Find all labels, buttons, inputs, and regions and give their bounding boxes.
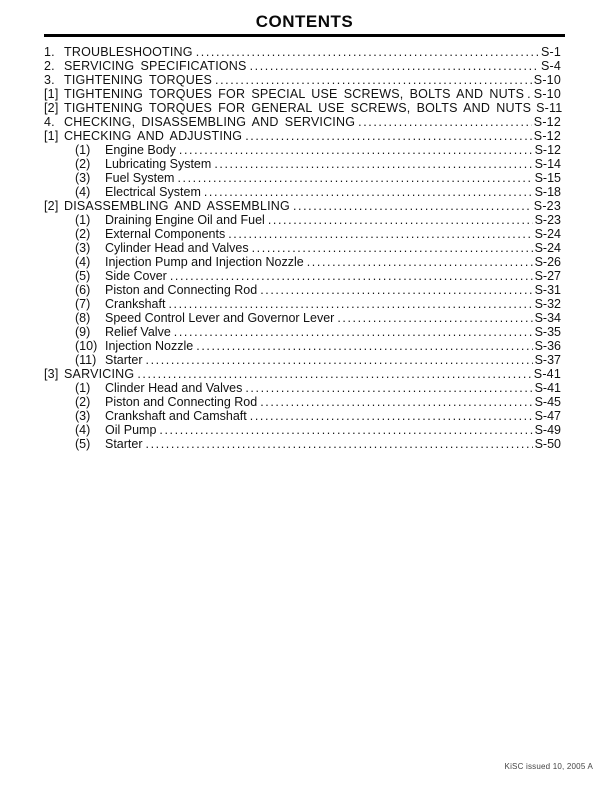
toc-entry-number: (7) [75,297,91,311]
toc-entry [44,339,561,353]
toc-entry-number: (1) [75,381,91,395]
toc-entry-label: Draining Engine Oil and Fuel [105,213,265,227]
toc-entry [44,381,561,395]
toc-entry-page: S-14 [534,157,561,171]
toc-entry [44,59,561,73]
toc-entry-label: TIGHTENING TORQUES FOR SPECIAL USE SCREWS, BOLTS AND NUTS [64,87,525,101]
toc-entry-label: Engine Body [105,143,176,157]
toc-entry-label: Piston and Connecting Rod [105,395,258,409]
toc-entry-label: Injection Pump and Injection Nozzle [105,255,304,269]
toc-entry-label: TIGHTENING TORQUES FOR GENERAL USE SCREWS, BOLTS AND NUTS [64,101,532,115]
toc-entry [44,213,561,227]
toc-entry-page: S-49 [534,423,561,437]
toc-entry-page: S-36 [534,339,561,353]
dot-leader [358,115,532,129]
toc-entry-label: Fuel System [105,171,175,185]
dot-leader [215,73,532,87]
toc-entry [44,437,561,451]
toc-entry [44,325,561,339]
toc-entry [44,297,561,311]
toc-entry-number: (3) [75,171,91,185]
toc-entry-label: CHECKING AND ADJUSTING [64,129,243,143]
toc-entry [44,353,561,367]
toc-entry-label: Speed Control Lever and Governor Lever [105,311,335,325]
toc-entry-label: Oil Pump [105,423,157,437]
toc-entry-page: S-12 [533,129,561,143]
toc-entry-number: (1) [75,143,91,157]
toc-entry [44,199,561,213]
toc-entry-page: S-23 [534,213,561,227]
toc-entry-label: Relief Valve [105,325,171,339]
toc-entry-page: S-50 [534,437,561,451]
dot-leader [260,283,532,297]
toc-entry-page: S-26 [534,255,561,269]
toc-entry-page: S-47 [534,409,561,423]
toc-entry [44,73,561,87]
dot-leader [245,381,532,395]
toc-entry-label: SERVICING SPECIFICATIONS [64,59,247,73]
toc-entry-label: Side Cover [105,269,167,283]
toc-entry [44,45,561,59]
toc-entry [44,395,561,409]
toc-entry-label: Lubricating System [105,157,212,171]
toc-entry-page: S-31 [534,283,561,297]
toc-entry-label: SARVICING [64,367,135,381]
toc-entry [44,171,561,185]
toc-entry-label: Electrical System [105,185,201,199]
toc-entry-page: S-41 [534,381,561,395]
toc-entry-page: S-10 [533,87,561,101]
toc-entry-number: 4. [44,115,55,129]
toc-entry-number: (5) [75,269,91,283]
dot-leader [177,171,532,185]
toc-entry-number: (2) [75,157,91,171]
toc-entry [44,185,561,199]
dot-leader [293,199,532,213]
toc-entry-page: S-10 [533,73,561,87]
toc-entry-page: S-15 [534,171,561,185]
toc-entry-number: (4) [75,255,91,269]
dot-leader [196,45,539,59]
toc-entry-number: (8) [75,311,91,325]
toc-entry-number: (9) [75,325,91,339]
toc-entry-number: 3. [44,73,55,87]
toc-entry-number: [3] [44,367,59,381]
toc-entry-label: Clinder Head and Valves [105,381,243,395]
toc-entry-page: S-35 [534,325,561,339]
toc-entry-number: (2) [75,227,91,241]
toc-entry-label: Starter [105,353,143,367]
toc-entry-number: [1] [44,87,59,101]
toc-entry-page: S-32 [534,297,561,311]
dot-leader [337,311,532,325]
toc-entry [44,227,561,241]
toc-entry-number: (4) [75,185,91,199]
toc-entry-label: DISASSEMBLING AND ASSEMBLING [64,199,290,213]
toc-entry-number: [1] [44,129,59,143]
dot-leader [146,437,533,451]
toc-entry [44,283,561,297]
toc-entry-page: S-23 [533,199,561,213]
dot-leader [250,409,533,423]
dot-leader [174,325,533,339]
toc-entry-page: S-34 [534,311,561,325]
toc-entry [44,311,561,325]
toc-entry-page: S-18 [534,185,561,199]
toc-entry [44,115,561,129]
toc-entry-label: Crankshaft and Camshaft [105,409,247,423]
toc-entry [44,255,561,269]
toc-entry-page: S-27 [534,269,561,283]
toc-entry-number: (4) [75,423,91,437]
toc-entry [44,129,561,143]
toc-entry-page: S-11 [536,101,563,115]
dot-leader [245,129,532,143]
toc-entry-number: 2. [44,59,55,73]
dot-leader [250,59,539,73]
toc-entry-number: (5) [75,437,91,451]
toc-entry-number: [2] [44,101,59,115]
toc-entry-page: S-41 [533,367,561,381]
toc-entry [44,269,561,283]
toc-entry [44,367,561,381]
toc-entry [44,87,561,101]
toc-entry [44,409,561,423]
toc-entry-number: (11) [75,353,97,367]
dot-leader [307,255,533,269]
toc-entry [44,157,561,171]
dot-leader [137,367,531,381]
toc-entry-number: (3) [75,409,91,423]
toc-entry [44,241,561,255]
dot-leader [196,339,532,353]
toc-entry-page: S-37 [534,353,561,367]
toc-entry-number: (3) [75,241,91,255]
toc-entry-label: Cylinder Head and Valves [105,241,249,255]
toc-entry-label: Injection Nozzle [105,339,194,353]
dot-leader [170,269,533,283]
toc-entry-number: (6) [75,283,91,297]
toc-entry-label: CHECKING, DISASSEMBLING AND SERVICING [64,115,356,129]
toc-entry-page: S-24 [534,241,561,255]
dot-leader [268,213,533,227]
dot-leader [168,297,532,311]
dot-leader [228,227,532,241]
toc-entry-page: S-12 [533,115,561,129]
toc-entry-label: Crankshaft [105,297,166,311]
dot-leader [159,423,532,437]
footer-note: KiSC issued 10, 2005 A [504,762,593,771]
toc-entry-number: (1) [75,213,91,227]
toc-entry-label: Piston and Connecting Rod [105,283,258,297]
toc-entry-page: S-24 [534,227,561,241]
dot-leader [252,241,533,255]
toc-entry-page: S-4 [540,59,561,73]
toc-entry [44,423,561,437]
toc-entry-number: (2) [75,395,91,409]
toc-entry-number: (10) [75,339,98,353]
dot-leader [527,87,532,101]
toc-entry-page: S-45 [534,395,561,409]
dot-leader [179,143,533,157]
toc-entry [44,143,561,157]
dot-leader [260,395,532,409]
toc-entry-label: External Components [105,227,226,241]
toc-entry-label: TROUBLESHOOTING [64,45,193,59]
toc-entry-label: Starter [105,437,143,451]
dot-leader [146,353,533,367]
page-title: CONTENTS [255,12,354,31]
toc-entry-label: TIGHTENING TORQUES [64,73,213,87]
toc-entry-page: S-1 [540,45,561,59]
toc-entry [44,101,561,115]
toc-entry-number: [2] [44,199,59,213]
dot-leader [204,185,533,199]
toc-entry-page: S-12 [534,143,561,157]
toc-entry-number: 1. [44,45,55,59]
toc-list [44,45,561,451]
dot-leader [214,157,532,171]
title-rule [44,34,565,37]
